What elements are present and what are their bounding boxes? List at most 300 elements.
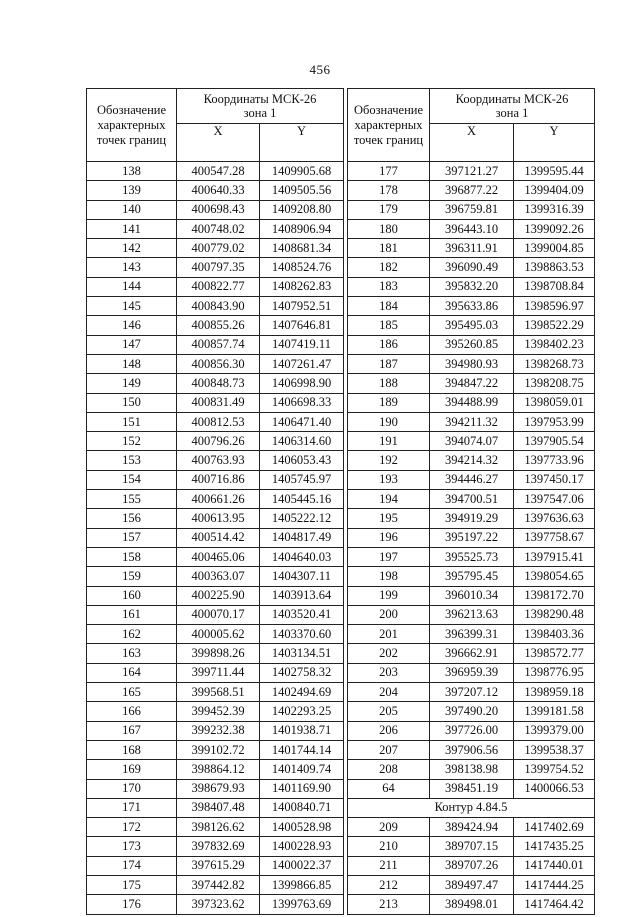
table-row bbox=[348, 740, 595, 759]
y-coordinate-cell: 1399004.85 bbox=[514, 239, 595, 258]
point-number-cell: 166 bbox=[87, 702, 177, 721]
table-row bbox=[87, 875, 344, 894]
table-row bbox=[348, 219, 595, 238]
point-number-cell: 204 bbox=[348, 683, 430, 702]
table-row bbox=[348, 547, 595, 566]
y-coordinate-cell: 1407952.51 bbox=[260, 297, 344, 316]
y-coordinate-cell: 1402758.32 bbox=[260, 663, 344, 682]
point-number-cell: 183 bbox=[348, 277, 430, 296]
x-coordinate-cell: 398407.48 bbox=[177, 798, 260, 817]
y-coordinate-cell: 1398172.70 bbox=[514, 586, 595, 605]
y-coordinate-cell: 1398402.23 bbox=[514, 335, 595, 354]
x-coordinate-cell: 396010.34 bbox=[430, 586, 514, 605]
x-coordinate-cell: 400613.95 bbox=[177, 509, 260, 528]
y-coordinate-cell: 1403370.60 bbox=[260, 625, 344, 644]
table-row bbox=[348, 374, 595, 393]
y-coordinate-cell: 1417464.42 bbox=[514, 895, 595, 914]
x-header: X bbox=[430, 124, 514, 162]
point-number-cell: 203 bbox=[348, 663, 430, 682]
table-row bbox=[348, 470, 595, 489]
table-row bbox=[348, 644, 595, 663]
x-coordinate-cell: 400661.26 bbox=[177, 490, 260, 509]
x-coordinate-cell: 399711.44 bbox=[177, 663, 260, 682]
y-coordinate-cell: 1398708.84 bbox=[514, 277, 595, 296]
point-number-cell: 152 bbox=[87, 432, 177, 451]
table-row bbox=[87, 856, 344, 875]
x-coordinate-cell: 400796.26 bbox=[177, 432, 260, 451]
table-row bbox=[348, 162, 595, 181]
x-coordinate-cell: 389498.01 bbox=[430, 895, 514, 914]
x-coordinate-cell: 396959.39 bbox=[430, 663, 514, 682]
y-coordinate-cell: 1398522.29 bbox=[514, 316, 595, 335]
point-number-cell: 208 bbox=[348, 760, 430, 779]
y-coordinate-cell: 1397905.54 bbox=[514, 432, 595, 451]
table-row bbox=[87, 258, 344, 277]
table-row bbox=[348, 528, 595, 547]
x-coordinate-cell: 397832.69 bbox=[177, 837, 260, 856]
point-number-cell: 176 bbox=[87, 895, 177, 914]
point-number-cell: 159 bbox=[87, 567, 177, 586]
table-row bbox=[87, 586, 344, 605]
x-coordinate-cell: 394446.27 bbox=[430, 470, 514, 489]
x-coordinate-cell: 398126.62 bbox=[177, 818, 260, 837]
table-row bbox=[348, 702, 595, 721]
table-row bbox=[87, 760, 344, 779]
point-number-cell: 180 bbox=[348, 219, 430, 238]
y-coordinate-cell: 1407646.81 bbox=[260, 316, 344, 335]
table-row bbox=[348, 721, 595, 740]
table-row bbox=[348, 509, 595, 528]
x-coordinate-cell: 397726.00 bbox=[430, 721, 514, 740]
table-row bbox=[348, 663, 595, 682]
y-coordinate-cell: 1400022.37 bbox=[260, 856, 344, 875]
point-number-cell: 172 bbox=[87, 818, 177, 837]
x-coordinate-cell: 398138.98 bbox=[430, 760, 514, 779]
y-coordinate-cell: 1399379.00 bbox=[514, 721, 595, 740]
y-coordinate-cell: 1398776.95 bbox=[514, 663, 595, 682]
x-coordinate-cell: 395495.03 bbox=[430, 316, 514, 335]
table-row bbox=[348, 432, 595, 451]
point-number-cell: 207 bbox=[348, 740, 430, 759]
y-coordinate-cell: 1399181.58 bbox=[514, 702, 595, 721]
y-coordinate-cell: 1400528.98 bbox=[260, 818, 344, 837]
y-coordinate-cell: 1404640.03 bbox=[260, 547, 344, 566]
table-row bbox=[87, 895, 344, 914]
y-coordinate-cell: 1399404.09 bbox=[514, 181, 595, 200]
x-coordinate-cell: 394488.99 bbox=[430, 393, 514, 412]
point-number-cell: 147 bbox=[87, 335, 177, 354]
x-coordinate-cell: 400857.74 bbox=[177, 335, 260, 354]
table-row bbox=[348, 316, 595, 335]
point-number-cell: 151 bbox=[87, 412, 177, 431]
x-coordinate-cell: 389707.15 bbox=[430, 837, 514, 856]
point-number-cell: 145 bbox=[87, 297, 177, 316]
x-coordinate-cell: 396877.22 bbox=[430, 181, 514, 200]
y-coordinate-cell: 1398403.36 bbox=[514, 625, 595, 644]
table-row bbox=[348, 490, 595, 509]
x-coordinate-cell: 400848.73 bbox=[177, 374, 260, 393]
y-coordinate-cell: 1398596.97 bbox=[514, 297, 595, 316]
point-number-cell: 212 bbox=[348, 875, 430, 894]
table-row bbox=[87, 470, 344, 489]
x-coordinate-cell: 394847.22 bbox=[430, 374, 514, 393]
point-number-cell: 150 bbox=[87, 393, 177, 412]
table-row bbox=[87, 605, 344, 624]
x-coordinate-cell: 399102.72 bbox=[177, 740, 260, 759]
y-coordinate-cell: 1403520.41 bbox=[260, 605, 344, 624]
table-row bbox=[87, 219, 344, 238]
point-number-cell: 170 bbox=[87, 779, 177, 798]
point-number-cell: 141 bbox=[87, 219, 177, 238]
point-number-cell: 202 bbox=[348, 644, 430, 663]
point-number-cell: 197 bbox=[348, 547, 430, 566]
table-row bbox=[87, 509, 344, 528]
y-coordinate-cell: 1397915.41 bbox=[514, 547, 595, 566]
x-coordinate-cell: 399232.38 bbox=[177, 721, 260, 740]
x-coordinate-cell: 396662.91 bbox=[430, 644, 514, 663]
point-number-cell: 155 bbox=[87, 490, 177, 509]
x-coordinate-cell: 400363.07 bbox=[177, 567, 260, 586]
point-number-cell: 165 bbox=[87, 683, 177, 702]
y-coordinate-cell: 1403913.64 bbox=[260, 586, 344, 605]
table-row bbox=[87, 818, 344, 837]
table-row bbox=[87, 547, 344, 566]
x-coordinate-cell: 397615.29 bbox=[177, 856, 260, 875]
point-number-cell: 188 bbox=[348, 374, 430, 393]
x-coordinate-cell: 395525.73 bbox=[430, 547, 514, 566]
point-number-cell: 171 bbox=[87, 798, 177, 817]
point-number-cell: 201 bbox=[348, 625, 430, 644]
x-coordinate-cell: 395832.20 bbox=[430, 277, 514, 296]
x-coordinate-cell: 400698.43 bbox=[177, 200, 260, 219]
table-row bbox=[87, 374, 344, 393]
table-row bbox=[348, 412, 595, 431]
table-row bbox=[87, 702, 344, 721]
x-coordinate-cell: 398451.19 bbox=[430, 779, 514, 798]
y-coordinate-cell: 1397636.63 bbox=[514, 509, 595, 528]
coord-title-header bbox=[430, 89, 595, 124]
x-coordinate-cell: 396443.10 bbox=[430, 219, 514, 238]
point-number-cell: 164 bbox=[87, 663, 177, 682]
x-coordinate-cell: 395197.22 bbox=[430, 528, 514, 547]
point-number-cell: 177 bbox=[348, 162, 430, 181]
point-number-cell: 139 bbox=[87, 181, 177, 200]
y-coordinate-cell: 1409905.68 bbox=[260, 162, 344, 181]
y-coordinate-cell: 1400840.71 bbox=[260, 798, 344, 817]
y-coordinate-cell: 1406471.40 bbox=[260, 412, 344, 431]
y-coordinate-cell: 1401409.74 bbox=[260, 760, 344, 779]
point-label-header bbox=[348, 89, 430, 162]
contour-label: Контур 4.84.5 bbox=[348, 798, 595, 817]
y-header: Y bbox=[260, 124, 344, 162]
x-coordinate-cell: 394211.32 bbox=[430, 412, 514, 431]
x-coordinate-cell: 394700.51 bbox=[430, 490, 514, 509]
point-number-cell: 195 bbox=[348, 509, 430, 528]
table-row bbox=[348, 181, 595, 200]
y-coordinate-cell: 1417402.69 bbox=[514, 818, 595, 837]
y-coordinate-cell: 1397758.67 bbox=[514, 528, 595, 547]
x-coordinate-cell: 389497.47 bbox=[430, 875, 514, 894]
x-coordinate-cell: 400225.90 bbox=[177, 586, 260, 605]
point-number-cell: 190 bbox=[348, 412, 430, 431]
point-number-cell: 144 bbox=[87, 277, 177, 296]
y-coordinate-cell: 1399595.44 bbox=[514, 162, 595, 181]
table-row bbox=[348, 297, 595, 316]
table-row bbox=[348, 760, 595, 779]
point-number-cell: 153 bbox=[87, 451, 177, 470]
x-coordinate-cell: 397121.27 bbox=[430, 162, 514, 181]
y-coordinate-cell: 1406698.33 bbox=[260, 393, 344, 412]
point-number-cell: 149 bbox=[87, 374, 177, 393]
point-number-cell: 173 bbox=[87, 837, 177, 856]
x-coordinate-cell: 399898.26 bbox=[177, 644, 260, 663]
table-row bbox=[87, 779, 344, 798]
y-coordinate-cell: 1405445.16 bbox=[260, 490, 344, 509]
x-coordinate-cell: 396759.81 bbox=[430, 200, 514, 219]
table-row bbox=[348, 856, 595, 875]
point-number-cell: 213 bbox=[348, 895, 430, 914]
table-row bbox=[87, 740, 344, 759]
point-number-cell: 167 bbox=[87, 721, 177, 740]
point-number-cell: 142 bbox=[87, 239, 177, 258]
x-coordinate-cell: 400812.53 bbox=[177, 412, 260, 431]
point-number-cell: 148 bbox=[87, 354, 177, 373]
x-coordinate-cell: 397207.12 bbox=[430, 683, 514, 702]
y-coordinate-cell: 1404817.49 bbox=[260, 528, 344, 547]
point-number-cell: 206 bbox=[348, 721, 430, 740]
point-number-cell: 199 bbox=[348, 586, 430, 605]
y-coordinate-cell: 1399316.39 bbox=[514, 200, 595, 219]
table-row bbox=[87, 625, 344, 644]
point-number-cell: 198 bbox=[348, 567, 430, 586]
point-number-cell: 140 bbox=[87, 200, 177, 219]
x-coordinate-cell: 400465.06 bbox=[177, 547, 260, 566]
x-coordinate-cell: 400855.26 bbox=[177, 316, 260, 335]
y-header: Y bbox=[514, 124, 595, 162]
y-coordinate-cell: 1406314.60 bbox=[260, 432, 344, 451]
point-label-line-1: Обозначение bbox=[353, 102, 424, 117]
table-row bbox=[87, 239, 344, 258]
point-number-cell: 179 bbox=[348, 200, 430, 219]
table-row bbox=[87, 354, 344, 373]
x-coordinate-cell: 395260.85 bbox=[430, 335, 514, 354]
coord-title-line-1: Координаты МСК-26 bbox=[455, 92, 569, 107]
x-coordinate-cell: 397323.62 bbox=[177, 895, 260, 914]
point-number-cell: 200 bbox=[348, 605, 430, 624]
table-row bbox=[87, 490, 344, 509]
x-coordinate-cell: 400547.28 bbox=[177, 162, 260, 181]
y-coordinate-cell: 1398290.48 bbox=[514, 605, 595, 624]
point-number-cell: 154 bbox=[87, 470, 177, 489]
y-coordinate-cell: 1399538.37 bbox=[514, 740, 595, 759]
y-coordinate-cell: 1399866.85 bbox=[260, 875, 344, 894]
y-coordinate-cell: 1397547.06 bbox=[514, 490, 595, 509]
table-row bbox=[87, 181, 344, 200]
table-row bbox=[348, 586, 595, 605]
point-number-cell: 205 bbox=[348, 702, 430, 721]
y-coordinate-cell: 1408262.83 bbox=[260, 277, 344, 296]
point-number-cell: 156 bbox=[87, 509, 177, 528]
coordinates-table-right bbox=[347, 88, 595, 915]
y-coordinate-cell: 1402293.25 bbox=[260, 702, 344, 721]
table-row bbox=[87, 798, 344, 817]
table-row bbox=[348, 258, 595, 277]
x-coordinate-cell: 397490.20 bbox=[430, 702, 514, 721]
y-coordinate-cell: 1408524.76 bbox=[260, 258, 344, 277]
x-coordinate-cell: 394074.07 bbox=[430, 432, 514, 451]
point-number-cell: 193 bbox=[348, 470, 430, 489]
table-row bbox=[348, 239, 595, 258]
y-coordinate-cell: 1406998.90 bbox=[260, 374, 344, 393]
x-coordinate-cell: 398864.12 bbox=[177, 760, 260, 779]
point-number-cell: 209 bbox=[348, 818, 430, 837]
y-coordinate-cell: 1417435.25 bbox=[514, 837, 595, 856]
point-number-cell: 169 bbox=[87, 760, 177, 779]
x-coordinate-cell: 389707.26 bbox=[430, 856, 514, 875]
x-coordinate-cell: 398679.93 bbox=[177, 779, 260, 798]
point-number-cell: 138 bbox=[87, 162, 177, 181]
table-row bbox=[348, 779, 595, 798]
point-number-cell: 185 bbox=[348, 316, 430, 335]
x-coordinate-cell: 399452.39 bbox=[177, 702, 260, 721]
y-coordinate-cell: 1401169.90 bbox=[260, 779, 344, 798]
y-coordinate-cell: 1408681.34 bbox=[260, 239, 344, 258]
x-coordinate-cell: 400514.42 bbox=[177, 528, 260, 547]
y-coordinate-cell: 1398059.01 bbox=[514, 393, 595, 412]
x-coordinate-cell: 396311.91 bbox=[430, 239, 514, 258]
point-number-cell: 186 bbox=[348, 335, 430, 354]
table-row bbox=[348, 895, 595, 914]
y-coordinate-cell: 1398054.65 bbox=[514, 567, 595, 586]
x-coordinate-cell: 400005.62 bbox=[177, 625, 260, 644]
point-label-header bbox=[87, 89, 177, 162]
x-coordinate-cell: 400822.77 bbox=[177, 277, 260, 296]
coord-title-line-2: зона 1 bbox=[495, 106, 529, 121]
table-row bbox=[87, 162, 344, 181]
y-coordinate-cell: 1400228.93 bbox=[260, 837, 344, 856]
x-coordinate-cell: 396399.31 bbox=[430, 625, 514, 644]
y-coordinate-cell: 1398572.77 bbox=[514, 644, 595, 663]
x-coordinate-cell: 400831.49 bbox=[177, 393, 260, 412]
y-coordinate-cell: 1401744.14 bbox=[260, 740, 344, 759]
y-coordinate-cell: 1409208.80 bbox=[260, 200, 344, 219]
point-number-cell: 194 bbox=[348, 490, 430, 509]
y-coordinate-cell: 1399754.52 bbox=[514, 760, 595, 779]
table-row bbox=[87, 335, 344, 354]
table-row bbox=[87, 683, 344, 702]
point-label-line-1: Обозначение bbox=[96, 102, 167, 117]
x-coordinate-cell: 394919.29 bbox=[430, 509, 514, 528]
point-number-cell: 158 bbox=[87, 547, 177, 566]
x-coordinate-cell: 400748.02 bbox=[177, 219, 260, 238]
y-coordinate-cell: 1417444.25 bbox=[514, 875, 595, 894]
point-number-cell: 162 bbox=[87, 625, 177, 644]
y-coordinate-cell: 1408906.94 bbox=[260, 219, 344, 238]
x-coordinate-cell: 400843.90 bbox=[177, 297, 260, 316]
point-number-cell: 146 bbox=[87, 316, 177, 335]
point-number-cell: 160 bbox=[87, 586, 177, 605]
table-row bbox=[87, 451, 344, 470]
table-row bbox=[87, 721, 344, 740]
coord-title-header bbox=[177, 89, 344, 124]
y-coordinate-cell: 1397733.96 bbox=[514, 451, 595, 470]
point-label-line-3: точек границ bbox=[96, 132, 167, 147]
x-header: X bbox=[177, 124, 260, 162]
x-coordinate-cell: 396213.63 bbox=[430, 605, 514, 624]
point-number-cell: 210 bbox=[348, 837, 430, 856]
x-coordinate-cell: 389424.94 bbox=[430, 818, 514, 837]
y-coordinate-cell: 1409505.56 bbox=[260, 181, 344, 200]
table-row bbox=[348, 200, 595, 219]
x-coordinate-cell: 395633.86 bbox=[430, 297, 514, 316]
x-coordinate-cell: 399568.51 bbox=[177, 683, 260, 702]
point-number-cell: 184 bbox=[348, 297, 430, 316]
x-coordinate-cell: 394980.93 bbox=[430, 354, 514, 373]
table-row bbox=[348, 837, 595, 856]
x-coordinate-cell: 395795.45 bbox=[430, 567, 514, 586]
table-row bbox=[348, 354, 595, 373]
point-number-cell: 143 bbox=[87, 258, 177, 277]
point-number-cell: 189 bbox=[348, 393, 430, 412]
point-number-cell: 157 bbox=[87, 528, 177, 547]
y-coordinate-cell: 1407261.47 bbox=[260, 354, 344, 373]
table-row bbox=[348, 567, 595, 586]
x-coordinate-cell: 396090.49 bbox=[430, 258, 514, 277]
table-row bbox=[348, 451, 595, 470]
y-coordinate-cell: 1399763.69 bbox=[260, 895, 344, 914]
table-row bbox=[348, 875, 595, 894]
y-coordinate-cell: 1402494.69 bbox=[260, 683, 344, 702]
point-number-cell: 196 bbox=[348, 528, 430, 547]
page-number: 456 bbox=[309, 62, 331, 77]
point-label-line-3: точек границ bbox=[353, 132, 424, 147]
x-coordinate-cell: 394214.32 bbox=[430, 451, 514, 470]
table-row bbox=[348, 335, 595, 354]
coord-title-line-2: зона 1 bbox=[243, 106, 277, 121]
y-coordinate-cell: 1398208.75 bbox=[514, 374, 595, 393]
point-number-cell: 211 bbox=[348, 856, 430, 875]
table-row bbox=[87, 393, 344, 412]
table-row bbox=[87, 663, 344, 682]
table-row bbox=[87, 432, 344, 451]
x-coordinate-cell: 397906.56 bbox=[430, 740, 514, 759]
x-coordinate-cell: 400640.33 bbox=[177, 181, 260, 200]
x-coordinate-cell: 400070.17 bbox=[177, 605, 260, 624]
table-row bbox=[87, 528, 344, 547]
x-coordinate-cell: 397442.82 bbox=[177, 875, 260, 894]
y-coordinate-cell: 1401938.71 bbox=[260, 721, 344, 740]
point-number-cell: 181 bbox=[348, 239, 430, 258]
y-coordinate-cell: 1397450.17 bbox=[514, 470, 595, 489]
table-row bbox=[87, 644, 344, 663]
table-row bbox=[348, 393, 595, 412]
table-row bbox=[87, 200, 344, 219]
point-number-cell: 64 bbox=[348, 779, 430, 798]
y-coordinate-cell: 1417440.01 bbox=[514, 856, 595, 875]
y-coordinate-cell: 1400066.53 bbox=[514, 779, 595, 798]
point-number-cell: 168 bbox=[87, 740, 177, 759]
y-coordinate-cell: 1403134.51 bbox=[260, 644, 344, 663]
point-label-line-2: характерных bbox=[97, 117, 166, 132]
table-row bbox=[87, 297, 344, 316]
y-coordinate-cell: 1405222.12 bbox=[260, 509, 344, 528]
contour-row bbox=[348, 798, 595, 817]
point-number-cell: 191 bbox=[348, 432, 430, 451]
x-coordinate-cell: 400763.93 bbox=[177, 451, 260, 470]
y-coordinate-cell: 1398959.18 bbox=[514, 683, 595, 702]
y-coordinate-cell: 1406053.43 bbox=[260, 451, 344, 470]
table-row bbox=[87, 277, 344, 296]
